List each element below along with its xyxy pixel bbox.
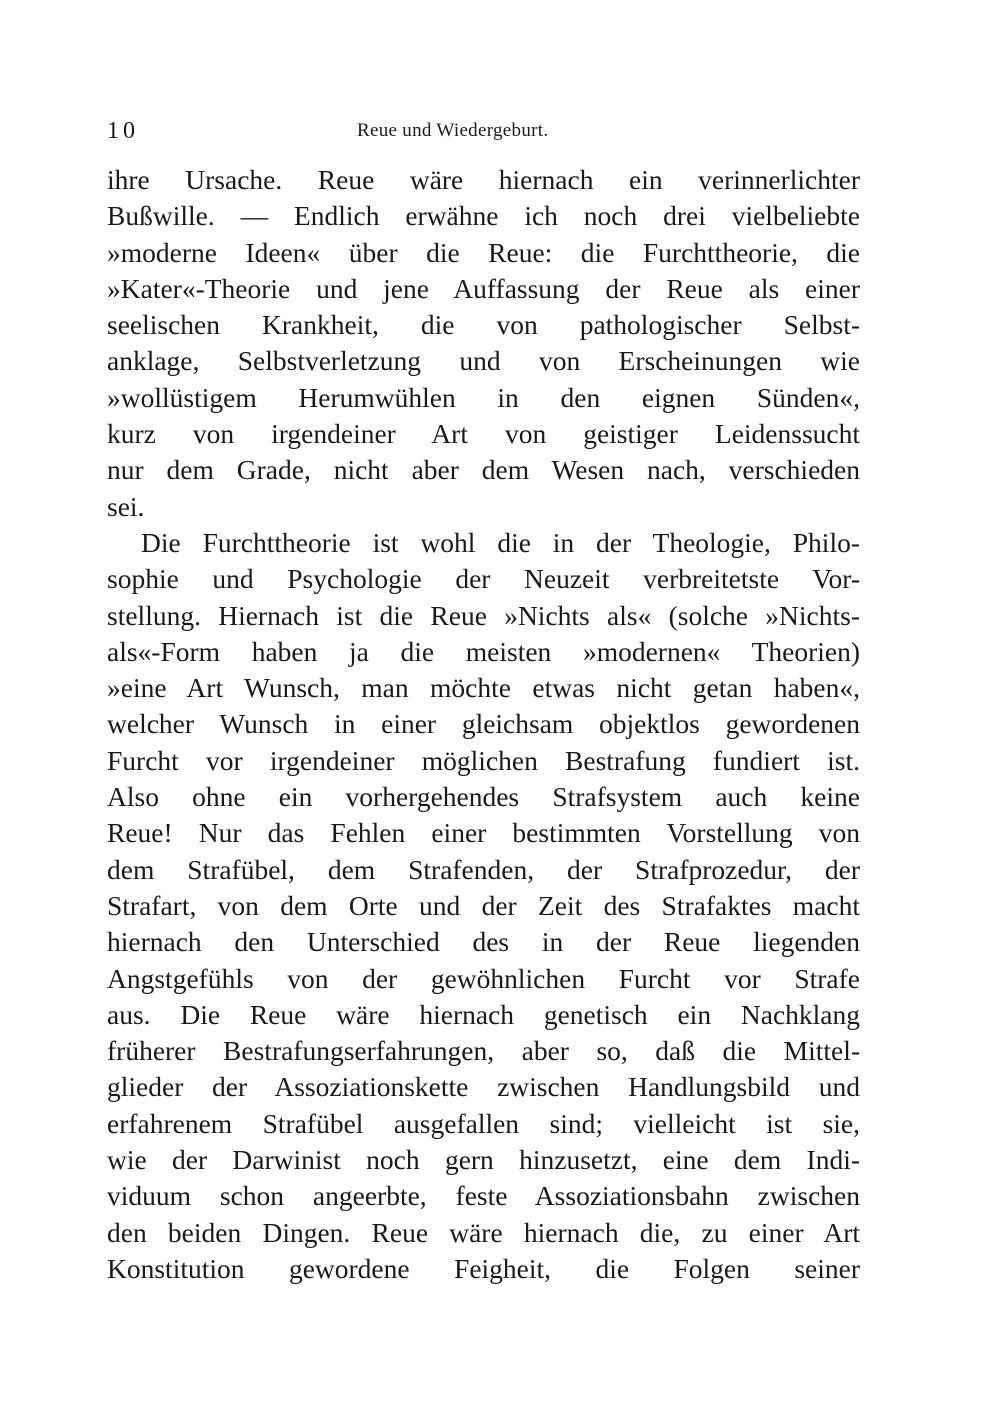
text-line: sei. bbox=[107, 490, 145, 522]
text-line: Die Furchttheorie ist wohl die in der Theologie, Philo- bbox=[141, 526, 860, 558]
text-line: seelischen Krankheit, die von pathologischer Selbst- bbox=[107, 309, 860, 341]
paragraph bbox=[107, 525, 860, 1287]
text-line: Furcht vor irgendeiner möglichen Bestrafung fundiert ist. bbox=[107, 744, 860, 776]
text-line: »eine Art Wunsch, man möchte etwas nicht getan haben«, bbox=[107, 672, 860, 704]
text-line: kurz von irgendeiner Art von geistiger Leidenssucht bbox=[107, 418, 860, 450]
text-line: Also ohne ein vorhergehendes Strafsystem auch keine bbox=[107, 781, 860, 813]
text-line: stellung. Hiernach ist die Reue »Nichts als« (solche »Nichts- bbox=[107, 599, 860, 631]
text-line: sophie und Psychologie der Neuzeit verbreitetste Vor- bbox=[107, 563, 860, 595]
running-title: Reue und Wiedergeburt. bbox=[357, 120, 549, 141]
text-line: »wollüstigem Herumwühlen in den eignen Sünden«, bbox=[107, 381, 860, 413]
text-line: Bußwille. — Endlich erwähne ich noch drei vielbeliebte bbox=[107, 200, 860, 232]
text-line: Strafart, von dem Orte und der Zeit des Strafaktes macht bbox=[107, 889, 860, 921]
text-line: wie der Darwinist noch gern hinzusetzt, eine dem Indi- bbox=[107, 1144, 860, 1176]
text-line: aus. Die Reue wäre hiernach genetisch ein Nachklang bbox=[107, 998, 860, 1030]
text-line: viduum schon angeerbte, feste Assoziationsbahn zwischen bbox=[107, 1180, 860, 1212]
text-line: hiernach den Unterschied des in der Reue liegenden bbox=[107, 926, 860, 958]
text-line: welcher Wunsch in einer gleichsam objektlos gewordenen bbox=[107, 708, 860, 740]
text-line: »Kater«-Theorie und jene Auffassung der Reue als einer bbox=[107, 272, 860, 304]
text-line: anklage, Selbstverletzung und von Erscheinungen wie bbox=[107, 345, 860, 377]
text-line: als«-Form haben ja die meisten »modernen« Theorien) bbox=[107, 635, 860, 667]
text-line: Konstitution gewordene Feigheit, die Folgen seiner bbox=[107, 1252, 860, 1284]
running-head bbox=[107, 118, 862, 148]
text-line: Reue! Nur das Fehlen einer bestimmten Vorstellung von bbox=[107, 817, 860, 849]
page-number: 10 bbox=[107, 118, 139, 144]
paragraph bbox=[107, 162, 860, 525]
body-text bbox=[107, 162, 860, 1287]
text-line: dem Strafübel, dem Strafenden, der Strafprozedur, der bbox=[107, 853, 860, 885]
text-line: Angstgefühls von der gewöhnlichen Furcht vor Strafe bbox=[107, 962, 860, 994]
text-line: glieder der Assoziationskette zwischen Handlungsbild und bbox=[107, 1071, 860, 1103]
text-line: den beiden Dingen. Reue wäre hiernach die, zu einer Art bbox=[107, 1216, 860, 1248]
text-line: »moderne Ideen« über die Reue: die Furchttheorie, die bbox=[107, 236, 860, 268]
text-line: früherer Bestrafungserfahrungen, aber so, daß die Mittel- bbox=[107, 1035, 860, 1067]
text-line: nur dem Grade, nicht aber dem Wesen nach, verschieden bbox=[107, 454, 860, 486]
text-line: ihre Ursache. Reue wäre hiernach ein verinnerlichter bbox=[107, 164, 860, 195]
text-line: erfahrenem Strafübel ausgefallen sind; vielleicht ist sie, bbox=[107, 1107, 860, 1139]
